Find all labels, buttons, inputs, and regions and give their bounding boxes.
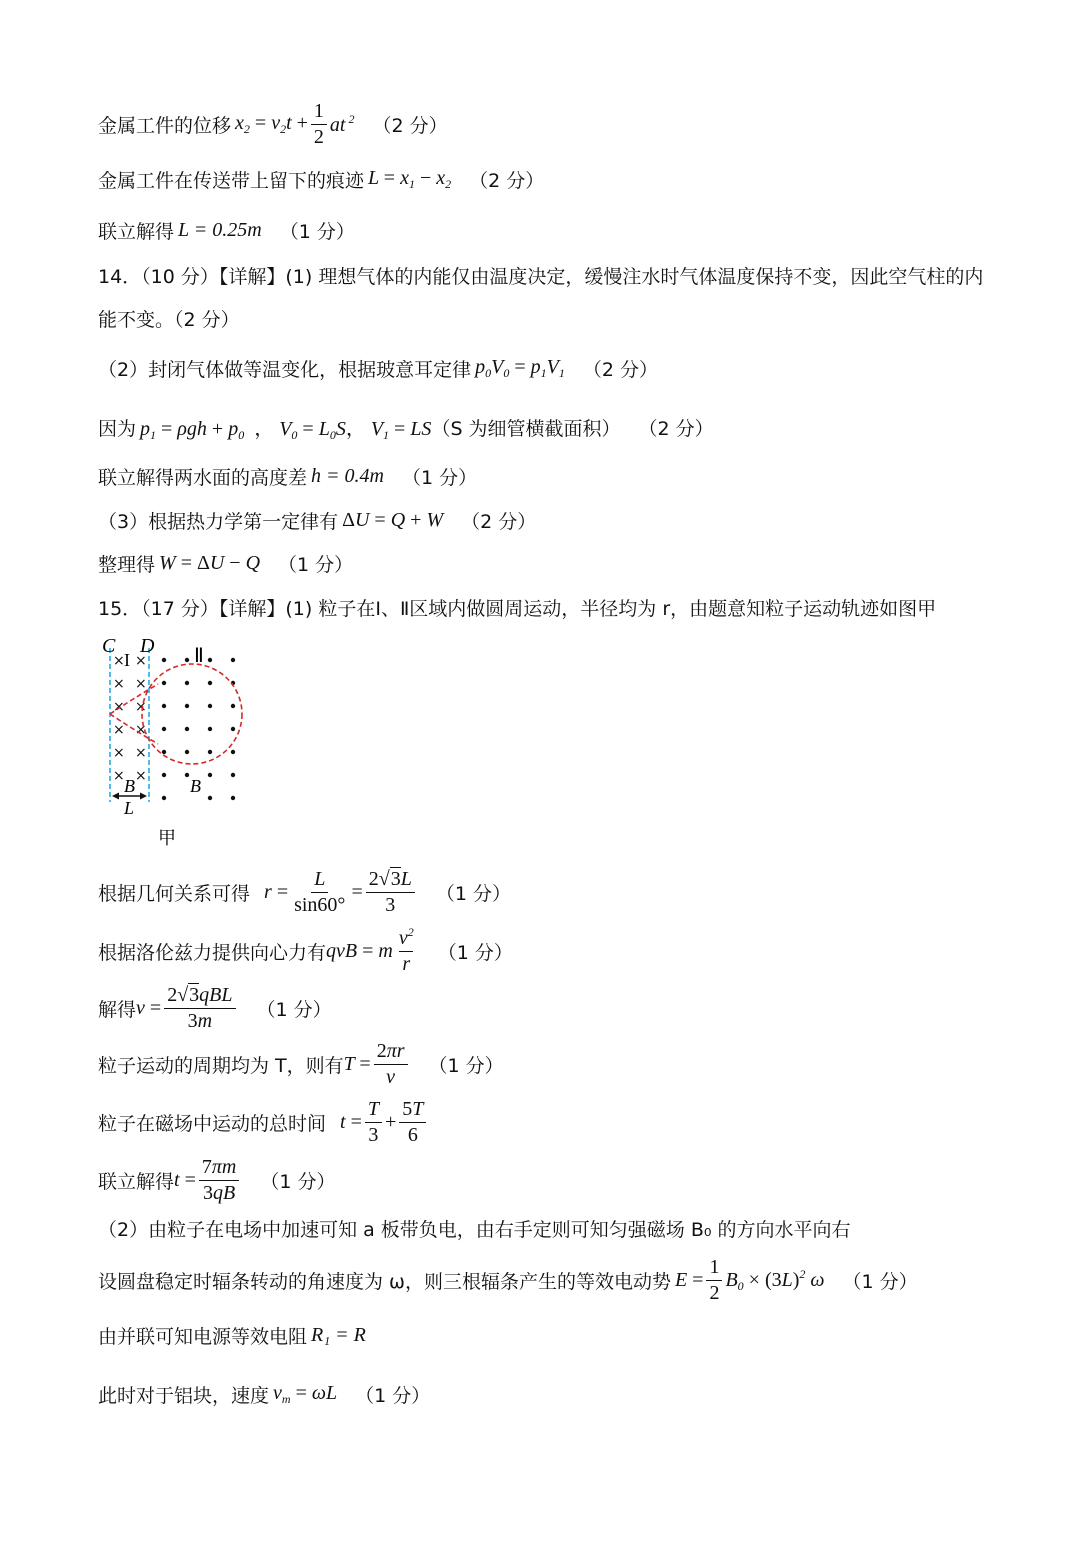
text-geometry: 根据几何关系可得: [98, 883, 251, 905]
fraction-t1: $\frac{T}{3}$: [365, 1098, 382, 1147]
formula-E: E =: [674, 1269, 704, 1291]
field-out-of-page-dot: [208, 796, 212, 800]
score: （1 分）: [401, 467, 478, 489]
text-height: 联立解得两水面的高度差: [98, 467, 308, 489]
fraction-v2r: $\frac{v^2}{r}$: [398, 925, 414, 975]
field-into-page-symbol: ×: [135, 653, 147, 669]
field-into-page-symbol: ×: [135, 699, 147, 715]
score: （1 分）: [279, 221, 355, 243]
formula-boyle: $p_0V_0 = p_1V_1$: [475, 356, 565, 380]
field-out-of-page-dot: [162, 681, 166, 685]
label-region1: I: [124, 650, 130, 670]
q15-lorentz: [98, 926, 513, 976]
score: （1 分）: [260, 1171, 336, 1193]
field-into-page-symbol: ×: [135, 745, 147, 761]
text-trace: 金属工件在传送带上留下的痕迹: [98, 170, 365, 192]
text-total-time: 粒子在磁场中运动的总时间: [98, 1113, 327, 1135]
label-b-left: B: [124, 776, 135, 796]
text-resistance: 由并联可知电源等效电阻: [98, 1326, 308, 1348]
field-out-of-page-dot: [185, 750, 189, 754]
q14-part3: [98, 507, 536, 534]
formula-W: W = ΔU − Q: [159, 552, 261, 574]
field-out-of-page-dot: [231, 796, 235, 800]
field-out-of-page-dot: [162, 704, 166, 708]
field-into-page-symbol: ×: [135, 676, 147, 692]
field-out-of-page-dot: [231, 773, 235, 777]
field-out-of-page-dot: [208, 704, 212, 708]
fraction-T: $\frac{2\pi r}{v}$: [374, 1040, 408, 1089]
label-l: L: [124, 798, 135, 818]
score: （2 分）: [461, 511, 537, 533]
text-displacement: 金属工件的位移: [98, 115, 232, 137]
field-out-of-page-dot: [162, 727, 166, 731]
fraction-t2: $\frac{5T}{6}$: [399, 1098, 426, 1147]
text-arrange: 整理得: [98, 554, 156, 576]
field-out-of-page-dot: [231, 750, 235, 754]
field-out-of-page-dot: [208, 681, 212, 685]
field-out-of-page-dot: [162, 750, 166, 754]
fraction-r: $\frac{2√3L}{3}$: [366, 868, 415, 917]
q14-continuation: 能不变。（2 分）: [98, 309, 240, 331]
formula-at2: at $^2$: [329, 112, 355, 136]
field-out-of-page-dot: [162, 658, 166, 662]
score: （2 分）: [372, 115, 448, 137]
text-first-law: （3）根据热力学第一定律有: [98, 511, 339, 533]
q14-height: [98, 463, 477, 490]
text-velocity: 解得: [98, 999, 137, 1021]
field-into-page-symbol: ×: [135, 768, 147, 784]
label-c: C: [102, 635, 116, 657]
line-solve-L: [98, 217, 355, 244]
field-into-page-symbol: ×: [113, 676, 125, 692]
fraction-v: $\frac{\text{2√3qBL}}{3m}$: [164, 984, 235, 1033]
score: （1 分）: [278, 554, 354, 576]
q15-geometry: 根据几何关系可得 r = $\frac{L}{\sin 60^\circ}$ = $\frac{2√3L}{3}$ （1 分）: [98, 868, 511, 916]
field-out-of-page-dot: [185, 681, 189, 685]
field-into-page-symbol: ×: [113, 722, 125, 738]
field-out-of-page-dot: [231, 704, 235, 708]
score: （2 分）: [582, 359, 658, 381]
formula-t: t =: [340, 1111, 362, 1133]
q14-because: [98, 412, 714, 443]
field-out-of-page-dot: [185, 658, 189, 662]
text-note: （S 为细管横截面积）: [431, 418, 621, 440]
formula-qvb: qvB = m: [326, 939, 393, 962]
label-b-right: B: [190, 776, 201, 796]
formula-x2: $x_2 = v_2t$ +: [235, 112, 308, 136]
field-out-of-page-dot: [185, 704, 189, 708]
arrowhead-left: [112, 793, 119, 800]
trajectory-circle: [142, 664, 242, 764]
field-into-page-symbol: ×: [113, 653, 125, 669]
q15-aluminum: [98, 1381, 430, 1408]
field-out-of-page-dot: [231, 658, 235, 662]
formula-first-law: ΔU = Q + W: [342, 509, 444, 531]
score: （1 分）: [428, 1055, 504, 1077]
line-displacement: [98, 100, 448, 149]
score: （2 分）: [638, 418, 714, 440]
fraction-half: $\frac{1}{2}$: [311, 100, 327, 149]
text-emf: 设圆盘稳定时辐条转动的角速度为 ω，则三根辐条产生的等效电动势: [98, 1271, 671, 1293]
text-period: 粒子运动的周期均为 T，则有: [98, 1055, 344, 1077]
q15-part2: （2）由粒子在电场中加速可知 a 板带负电，由右手定则可知匀强磁场 B₀ 的方向水平向右: [98, 1219, 851, 1241]
text-solve-t: 联立解得: [98, 1171, 175, 1193]
arrowhead-right: [140, 793, 147, 800]
label-d: D: [140, 635, 155, 657]
score: （1 分）: [842, 1271, 918, 1293]
field-into-page-symbol: ×: [113, 745, 125, 761]
formula-vm: $v_m = \omega L$: [273, 1382, 338, 1406]
formula-r: r =: [264, 881, 289, 903]
line-trace: [98, 166, 544, 193]
q15-period: [98, 1040, 504, 1089]
field-out-of-page-dot: [162, 796, 166, 800]
formula-p1: $p_1 = \rho gh + p_0$ ， $V_0 = L_0S$， $V_1$ = LS: [140, 418, 432, 442]
field-out-of-page-dot: [162, 773, 166, 777]
score: （1 分）: [437, 941, 513, 964]
field-out-of-page-dot: [208, 773, 212, 777]
field-out-of-page-dot: [185, 727, 189, 731]
score: （1 分）: [256, 999, 332, 1021]
formula-T: T =: [343, 1053, 371, 1075]
score: （1 分）: [435, 883, 511, 905]
formula-t-result: t =: [174, 1169, 196, 1191]
score: （1 分）: [355, 1385, 431, 1407]
q15-total-time: 粒子在磁场中运动的总时间 t = $\frac{T}{3}$ + $\frac{5T}{6}$: [98, 1098, 429, 1147]
formula-emf-rest: $B_0 \times (3L)^2$ ω: [725, 1267, 825, 1293]
field-out-of-page-dot: [185, 773, 189, 777]
score: （2 分）: [469, 170, 545, 192]
q15-solve-t: [98, 1156, 335, 1205]
formula-v: v =: [136, 997, 162, 1019]
value-h: h = 0.4m: [311, 465, 384, 487]
field-into-page-symbol: ×: [113, 699, 125, 715]
q15-heading: 15．（17 分）【详解】(1) 粒子在Ⅰ、Ⅱ区域内做圆周运动，半径均为 r，由题意知粒子运动轨迹如图甲: [98, 598, 937, 620]
value-L: L = 0.25m: [178, 219, 262, 241]
text-boyle: （2）封闭气体做等温变化，根据玻意耳定律: [98, 359, 472, 381]
label-region2: Ⅱ: [194, 645, 204, 667]
text-because: 因为: [98, 418, 137, 440]
q14-heading: 14．（10 分）【详解】(1) 理想气体的内能仅由温度决定，缓慢注水时气体温度保持不变，因此空气柱的内: [98, 266, 984, 288]
figure-caption: 甲: [158, 828, 176, 849]
q14-part2: [98, 355, 658, 382]
fraction-t-result: $\frac{7\pi m}{3qB}$: [199, 1156, 239, 1205]
field-out-of-page-dot: [208, 727, 212, 731]
value-R1: R₁ = R: [311, 1324, 366, 1346]
field-out-of-page-dot: [231, 727, 235, 731]
formula-L: $L = x_1 - x_2$: [368, 167, 452, 191]
field-into-page-symbol: ×: [113, 768, 125, 784]
figure-magnetic-regions: [96, 628, 266, 858]
text-lorentz: 根据洛伦兹力提供向心力有: [98, 941, 327, 964]
q14-arrange: [98, 550, 353, 577]
q15-resistance: [98, 1322, 366, 1349]
fraction-sin: $\frac{L}{\sin 60^\circ}$: [294, 868, 346, 916]
q15-emf: [98, 1256, 918, 1305]
field-out-of-page-dot: [208, 658, 212, 662]
field-into-page-symbol: ×: [135, 722, 147, 738]
text-solve: 联立解得: [98, 221, 175, 243]
q15-velocity: [98, 984, 332, 1033]
field-out-of-page-dot: [208, 750, 212, 754]
text-aluminum: 此时对于铝块，速度: [98, 1385, 270, 1407]
fraction-emf-half: $\frac{1}{2}$: [706, 1256, 722, 1305]
